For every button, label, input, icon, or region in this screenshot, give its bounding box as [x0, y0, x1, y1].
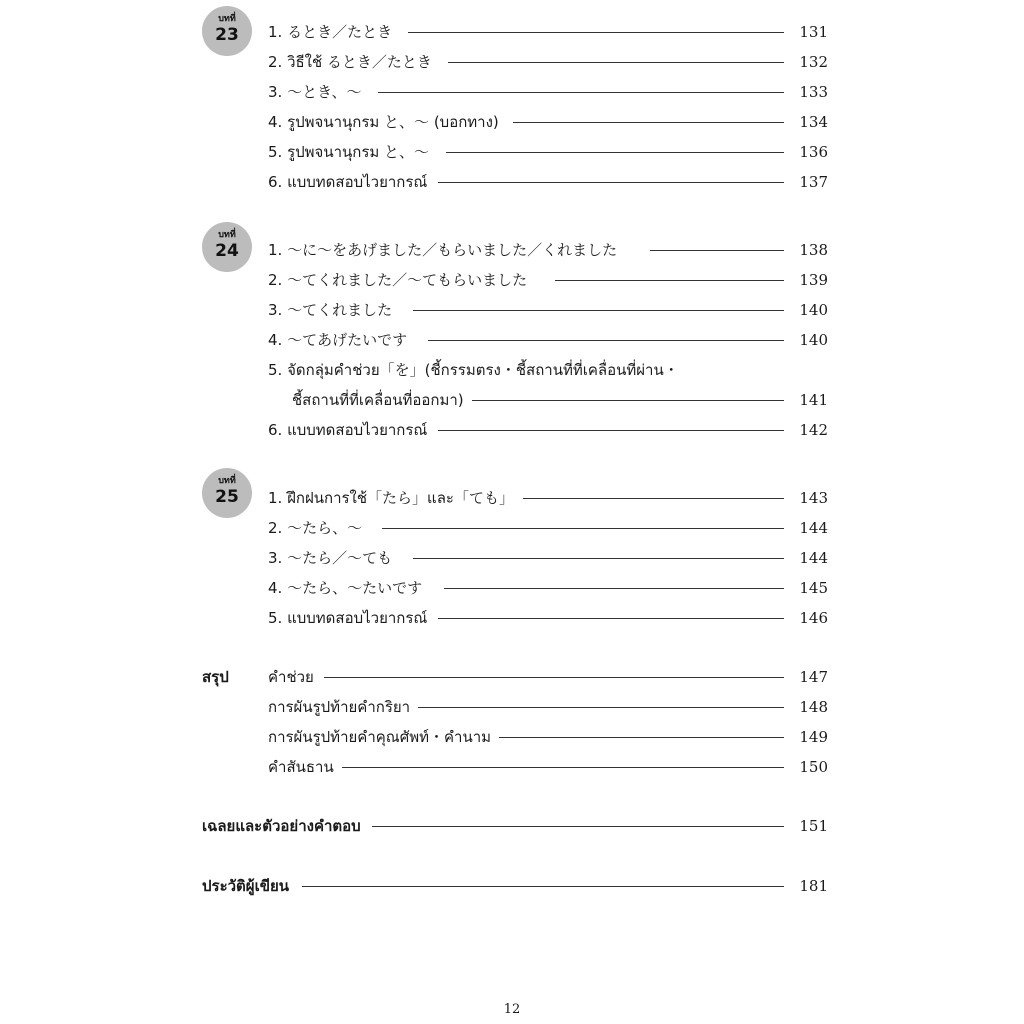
toc-entry[interactable]	[268, 110, 828, 134]
entry-page: 148	[799, 698, 828, 716]
leader-line	[413, 310, 784, 311]
entry-page: 131	[799, 23, 828, 41]
entry-page: 146	[799, 609, 828, 627]
leader-line	[513, 122, 784, 123]
entry-title: 4. ～てあげたいです	[268, 328, 415, 352]
entry-title: 2. วิธีใช้ るとき／たとき	[268, 50, 440, 74]
toc-entry[interactable]	[268, 695, 828, 719]
toc-entry[interactable]	[268, 20, 828, 44]
entry-page: 141	[799, 391, 828, 409]
leader-line	[446, 152, 784, 153]
entry-title: ประวัติผู้เขียน	[202, 874, 297, 898]
chapter-25-badge	[202, 468, 252, 518]
entry-page: 145	[799, 579, 828, 597]
toc-entry[interactable]	[268, 80, 828, 104]
entry-title: 1. ～に～をあげました／もらいました／くれました	[268, 238, 625, 262]
leader-line	[372, 826, 784, 827]
toc-entry[interactable]	[268, 516, 828, 540]
toc-entry[interactable]	[268, 606, 828, 630]
entry-page: 144	[799, 549, 828, 567]
toc-entry-author[interactable]	[202, 874, 828, 898]
entry-page: 143	[799, 489, 828, 507]
leader-line	[496, 737, 784, 738]
toc-entry[interactable]	[268, 358, 828, 382]
chapter-label: บทที่	[218, 476, 236, 486]
entry-page: 140	[799, 301, 828, 319]
entry-title: ชี้สถานที่ที่เคลื่อนที่ออกมา)	[292, 388, 472, 412]
chapter-number: 24	[215, 241, 239, 261]
entry-title: 3. ～てくれました	[268, 298, 400, 322]
leader-line	[650, 250, 784, 251]
entry-title: 5. จัดกลุ่มคำช่วย「を」(ชี้กรรมตรง・ชี้สถานที่ที่เคลื่อนที่ผ่าน・	[268, 358, 687, 382]
toc-entry[interactable]	[268, 546, 828, 570]
chapter-number: 23	[215, 25, 239, 45]
toc-entry[interactable]	[268, 665, 828, 689]
leader-line	[438, 430, 784, 431]
entry-title: 4. รูปพจนานุกรม と、～ (บอกทาง)	[268, 110, 507, 134]
entry-page: 181	[799, 877, 828, 895]
entry-page: 139	[799, 271, 828, 289]
entry-page: 138	[799, 241, 828, 259]
entry-title: 2. ～てくれました／～てもらいました	[268, 268, 535, 292]
toc-entry[interactable]	[268, 725, 828, 749]
entry-page: 133	[799, 83, 828, 101]
chapter-23-badge	[202, 6, 252, 56]
entry-title: 3. ～とき、～	[268, 80, 369, 104]
leader-line	[555, 280, 784, 281]
entry-title: คำช่วย	[268, 665, 322, 689]
entry-page: 142	[799, 421, 828, 439]
toc-entry[interactable]	[268, 328, 828, 352]
leader-line	[438, 182, 784, 183]
entry-title: 6. แบบทดสอบไวยากรณ์	[268, 418, 435, 442]
toc-entry[interactable]	[268, 755, 828, 779]
leader-line	[342, 767, 784, 768]
chapter-label: บทที่	[218, 14, 236, 24]
entry-title: 1. ฝึกฝนการใช้「たら」และ「ても」	[268, 486, 522, 510]
entry-page: 147	[799, 668, 828, 686]
leader-line	[468, 400, 784, 401]
toc-entry[interactable]	[268, 298, 828, 322]
leader-line	[438, 618, 784, 619]
entry-page: 137	[799, 173, 828, 191]
entry-title: การผันรูปท้ายคำกริยา	[268, 695, 418, 719]
entry-title: เฉลยและตัวอย่างคำตอบ	[202, 814, 369, 838]
leader-line	[444, 588, 784, 589]
leader-line	[448, 62, 784, 63]
entry-title: 4. ～たら、～たいです	[268, 576, 430, 600]
entry-page: 136	[799, 143, 828, 161]
entry-title: คำสันธาน	[268, 755, 342, 779]
toc-entry[interactable]	[268, 268, 828, 292]
entry-page: 132	[799, 53, 828, 71]
summary-label: สรุป	[202, 668, 229, 686]
toc-entry-answers[interactable]	[202, 814, 828, 838]
entry-title: 6. แบบทดสอบไวยากรณ์	[268, 170, 435, 194]
entry-title: 2. ～たら、～	[268, 516, 370, 540]
entry-page: 144	[799, 519, 828, 537]
leader-line	[408, 32, 784, 33]
leader-line	[302, 886, 784, 887]
toc-entry[interactable]	[268, 486, 828, 510]
toc-entry[interactable]	[268, 50, 828, 74]
chapter-label: บทที่	[218, 230, 236, 240]
toc-entry[interactable]	[268, 418, 828, 442]
leader-line	[413, 558, 784, 559]
toc-entry[interactable]	[268, 388, 828, 412]
chapter-24-badge	[202, 222, 252, 272]
entry-title: การผันรูปท้ายคำคุณศัพท์・คำนาม	[268, 725, 499, 749]
chapter-number: 25	[215, 487, 239, 507]
toc-entry[interactable]	[268, 170, 828, 194]
entry-page: 134	[799, 113, 828, 131]
entry-title: 5. รูปพจนานุกรม と、～	[268, 140, 437, 164]
entry-title: 5. แบบทดสอบไวยากรณ์	[268, 606, 435, 630]
leader-line	[418, 707, 784, 708]
leader-line	[428, 340, 784, 341]
toc-entry[interactable]	[268, 576, 828, 600]
entry-page: 149	[799, 728, 828, 746]
leader-line	[523, 498, 784, 499]
entry-page: 140	[799, 331, 828, 349]
entry-title: 1. るとき／たとき	[268, 20, 400, 44]
leader-line	[378, 92, 784, 93]
leader-line	[382, 528, 784, 529]
entry-page: 151	[799, 817, 828, 835]
leader-line	[324, 677, 784, 678]
toc-entry[interactable]	[268, 238, 828, 262]
toc-entry[interactable]	[268, 140, 828, 164]
entry-page: 150	[799, 758, 828, 776]
page-number: 12	[503, 1002, 521, 1017]
entry-title: 3. ～たら／～ても	[268, 546, 400, 570]
